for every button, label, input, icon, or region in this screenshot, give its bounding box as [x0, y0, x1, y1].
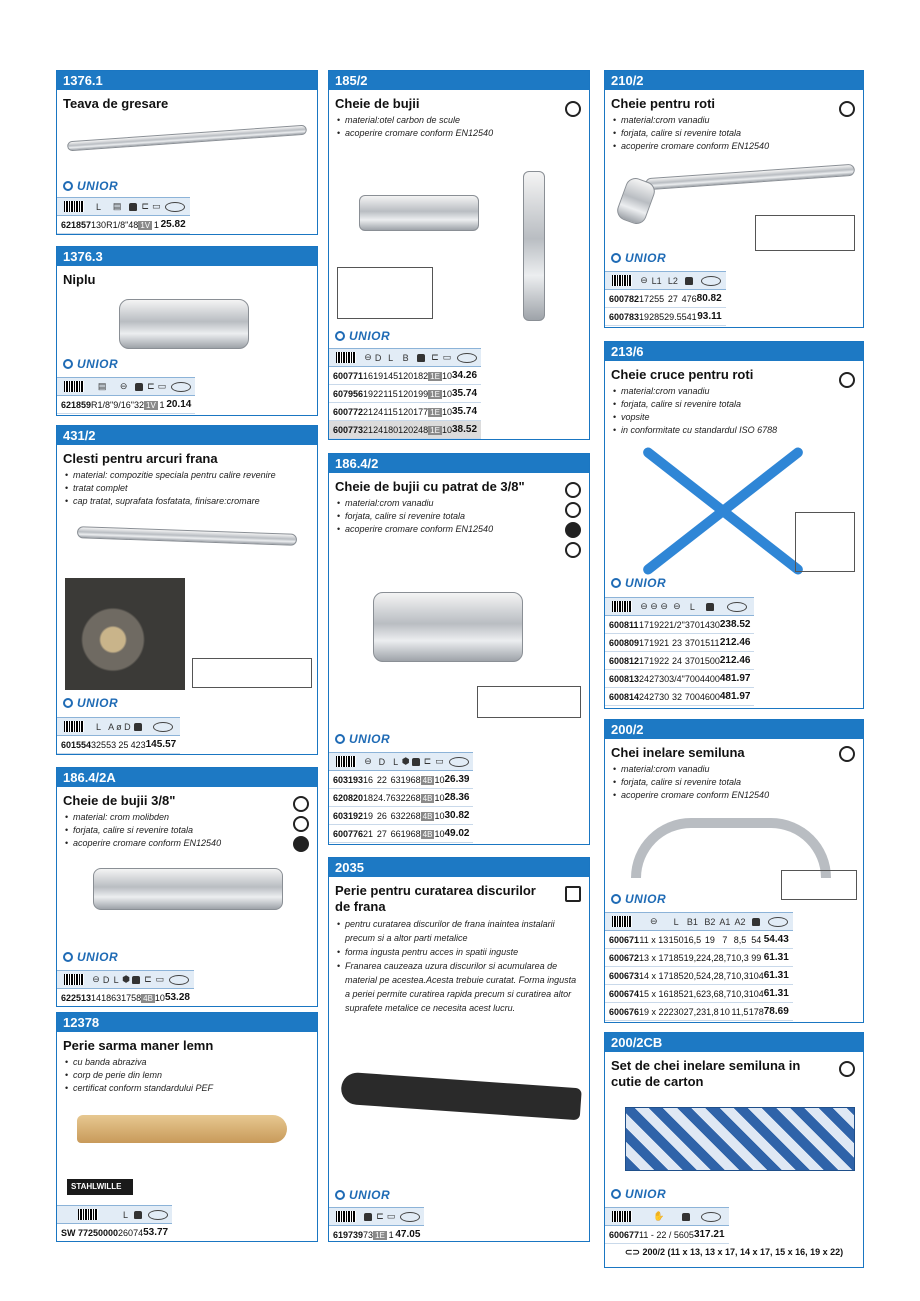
weight-icon — [135, 383, 143, 391]
twelve-point-icon — [839, 101, 855, 117]
table-row: SW 77250000 260 74 53.77 — [57, 1224, 172, 1242]
product-table: ⊖ D L B ⊏ ▭ 600771 16 19 145 120 182 1E 10 34.26 607956 19 22 115 120 199 1E 10 35.74 600772 21 24 115 120 177 1E 10 35.74 600773 21 24 180 120 248 1E 10 38.52 — [329, 348, 481, 439]
product-code: 1376.1 — [57, 71, 317, 90]
price-icon — [400, 1212, 420, 1222]
spark-plug-socket-image — [93, 868, 283, 910]
card-12378 — [56, 1012, 318, 1242]
hexagon-icon — [565, 522, 581, 538]
twelve-point-icon — [839, 372, 855, 388]
product-code: 1376.3 — [57, 247, 317, 266]
product-title: Cheie pentru roti — [611, 96, 716, 111]
brake-spring-pliers-image — [77, 526, 297, 546]
weight-icon — [129, 203, 137, 211]
product-code: 213/6 — [605, 342, 863, 361]
hexagon-icon — [293, 836, 309, 852]
card-1376-1 — [56, 70, 318, 235]
feature-list: • pentru curatarea discurilor de frana inaintea instalarii precum si a altor parti metalice • forma ingusta pentru acces in spatii inguste • Franarea cauzeaza uzura discurilor si acumularea de material pe acestea.Acesta trebuie curatat. Forma ingusta a periei permite curatirea rapida precum si curatirea altor suprafete metalice ce necesita acest lucru. — [329, 917, 589, 1015]
dimension-diagram — [337, 267, 433, 319]
feature-list: • cu banda abraziva • corp de perie din lemn • certificat conform standardului PEF — [57, 1056, 317, 1095]
table-row: 600783 19 285 29.5 541 93.11 — [605, 308, 726, 326]
dimension-diagram — [795, 512, 855, 572]
price-icon — [727, 602, 747, 612]
stahlwille-logo: STAHLWILLE — [67, 1179, 133, 1195]
spark-plug-wrench-body — [359, 195, 479, 231]
price-icon — [449, 757, 469, 767]
product-code: 431/2 — [57, 426, 317, 445]
product-table: ⊏ ▭ 619739 73 1E 1 47.05 — [329, 1207, 424, 1242]
dimension-diagram — [192, 658, 312, 688]
weight-icon — [134, 723, 142, 731]
price-icon — [148, 1210, 168, 1220]
product-code: 200/2 — [605, 720, 863, 739]
card-213-6 — [604, 341, 864, 709]
card-210-2 — [604, 70, 864, 328]
spark-plug-wrench-handle — [523, 171, 545, 321]
wheel-wrench-image — [645, 164, 855, 191]
barcode-icon — [612, 601, 632, 612]
unior-logo: UNIOR — [611, 576, 666, 590]
nipple-image — [119, 299, 249, 349]
product-table: L A ø D 601554 325 53 25 423 145.57 — [57, 717, 180, 754]
wrench-set-box-image — [625, 1107, 855, 1171]
twelve-point-icon — [293, 816, 309, 832]
table-row: 601554 325 53 25 423 145.57 — [57, 736, 180, 754]
product-title: Cheie cruce pentru roti — [611, 367, 754, 382]
drive-3-8-icon — [565, 482, 581, 498]
card-186-4-2 — [328, 453, 590, 845]
brake-disc-brush-image — [340, 1072, 582, 1121]
product-code: 2035 — [329, 858, 589, 877]
barcode-icon — [64, 201, 84, 212]
price-icon — [169, 975, 189, 985]
table-row: 600782 17 255 27 476 80.82 — [605, 290, 726, 308]
weight-icon — [134, 1211, 142, 1219]
brake-photo — [65, 578, 185, 690]
product-code: 200/2CB — [605, 1033, 863, 1052]
table-row: 621857 130 R1/8" 48 1V 1 25.82 — [57, 216, 190, 234]
feature-list: • material:crom vanadiu • forjata, calire si revenire totala • acoperire cromare conform EN12540 — [605, 114, 863, 153]
twelve-point-icon — [839, 1061, 855, 1077]
table-row: 603192 19 26 63 22 68 4B 10 30.82 — [329, 807, 473, 825]
barcode-icon — [612, 275, 632, 286]
barcode-icon — [64, 974, 84, 985]
product-title: Cheie de bujii cu patrat de 3/8" — [335, 479, 525, 494]
product-code: 12378 — [57, 1013, 317, 1032]
unior-logo: UNIOR — [335, 732, 390, 746]
price-icon — [165, 202, 185, 212]
feature-list: • material:crom vanadiu • forjata, calire si revenire totala • acoperire cromare conform EN12540 — [605, 763, 863, 802]
set-contents-note: ⊂⊃ 200/2 (11 x 13, 13 x 17, 14 x 17, 15 x 16, 19 x 22) — [624, 1247, 844, 1257]
price-icon — [701, 276, 721, 286]
unior-logo: UNIOR — [611, 251, 666, 265]
product-title: Niplu — [63, 272, 96, 287]
weight-icon — [412, 758, 420, 766]
unior-logo: UNIOR — [63, 950, 118, 964]
table-row: 603193 16 22 63 19 68 4B 10 26.39 — [329, 771, 473, 789]
product-title: Perie sarma maner lemn — [63, 1038, 214, 1053]
grease-tube-image — [67, 125, 307, 152]
table-row: 621859 R1/8" 9/16" 32 1V 1 20.14 — [57, 396, 195, 414]
feature-list: • material: crom molibden • forjata, calire si revenire totala • acoperire cromare conform EN12540 — [57, 811, 317, 850]
table-row: 600771 16 19 145 120 182 1E 10 34.26 — [329, 367, 481, 385]
product-title: Set de chei inelare semiluna in cutie de carton — [611, 1058, 801, 1089]
weight-icon — [364, 1213, 372, 1221]
card-200-2cb — [604, 1032, 864, 1268]
product-title: Cheie de bujii 3/8" — [63, 793, 176, 808]
product-title: Cheie de bujii — [335, 96, 420, 111]
barcode-icon — [64, 381, 84, 392]
barcode-icon — [336, 352, 356, 363]
card-1376-3 — [56, 246, 318, 416]
product-title: Clesti pentru arcuri frana — [63, 451, 218, 466]
feature-list: • material: compozitie speciala pentru calire revenire • tratat complet • cap tratat, suprafata fosfatata, finisare:cromare — [57, 469, 317, 508]
table-row: 600671 11 x 13 150 16,5 19 7 8,5 54 54.43 — [605, 931, 793, 949]
table-row: 600676 19 x 22 230 27,2 31,8 10 11,5 178 78.69 — [605, 1003, 793, 1021]
table-row: 600677 11 - 22 / 5 605 317.21 — [605, 1226, 729, 1244]
barcode-icon — [64, 721, 84, 732]
product-table: ⊖ D L ⬢ ⊏ ▭ 603193 16 22 63 19 68 4B 10 26.39 620820 18 24.7 63 22 68 4B 10 28.36 603192 19 26 63 22 68 4B 10 30.82 600776 21 27 66 19 68 4B 10 49.02 — [329, 752, 473, 843]
table-row: 600809 17 19 21 23 370 1511 212.46 — [605, 634, 754, 652]
table-row: 600673 14 x 17 185 20,5 24,2 8,7 10,3 104 61.31 — [605, 967, 793, 985]
unior-logo: UNIOR — [611, 1187, 666, 1201]
card-200-2 — [604, 719, 864, 1023]
table-row: 600674 15 x 16 185 21,6 23,6 8,7 10,3 104 61.31 — [605, 985, 793, 1003]
table-row: 600814 24 27 30 32 700 4600 481.97 — [605, 688, 754, 706]
wire-brush-image — [77, 1115, 287, 1143]
product-table: ⊖ D L ⬢ ⊏ ▭ 622513 14 18 63 17 58 4B 10 53.28 — [57, 970, 194, 1007]
price-icon — [768, 917, 788, 927]
card-431-2 — [56, 425, 318, 755]
feature-list: • material:crom vanadiu • forjata, calire si revenire totala • vopsite • in conformitate cu standardul ISO 6788 — [605, 385, 863, 437]
product-table: ▤ ⊖ ⊏ ▭ 621859 R1/8" 9/16" 32 1V 1 20.14 — [57, 377, 195, 414]
product-code: 210/2 — [605, 71, 863, 90]
card-2035 — [328, 857, 590, 1242]
product-code: 186.4/2 — [329, 454, 589, 473]
feature-list: • material:crom vanadiu • forjata, calire si revenire totala • acoperire cromare conform EN12540 — [329, 497, 589, 536]
product-table: ⊖ L B1 B2 A1 A2 600671 11 x 13 150 16,5 19 7 8,5 54 54.43 600672 13 x 17 185 19,2 24,2 8,7 10,3 99 61.31 600673 14 x 17 185 20,5 24,2 8,7 10,3 104 61.31 600674 15 x 16 185 21,6 23,6 8,7 10,3 104 61.31 600676 19 x 22 230 27,2 31,8 10 11,5 178 78.69 — [605, 912, 793, 1021]
barcode-icon — [612, 916, 632, 927]
product-table: ⊖ L1 L2 600782 17 255 27 476 80.82 600783 19 285 29.5 541 93.11 — [605, 271, 726, 326]
product-table: ✋ 600677 11 - 22 / 5 605 317.21 — [605, 1207, 729, 1244]
table-row: 607956 19 22 115 120 199 1E 10 35.74 — [329, 385, 481, 403]
table-row: 600772 21 24 115 120 177 1E 10 35.74 — [329, 403, 481, 421]
weight-icon — [706, 603, 714, 611]
weight-icon — [685, 277, 693, 285]
dimension-diagram — [477, 686, 581, 718]
product-title: Chei inelare semiluna — [611, 745, 745, 760]
price-icon — [153, 722, 173, 732]
barcode-icon — [78, 1209, 98, 1220]
magnet-icon — [565, 542, 581, 558]
hex-symbol-icon — [293, 796, 309, 812]
unior-logo: UNIOR — [335, 329, 390, 343]
dimension-diagram — [755, 215, 855, 251]
half-moon-wrench-image — [631, 818, 831, 878]
weight-icon — [417, 354, 425, 362]
weight-icon — [682, 1213, 690, 1221]
table-row: 622513 14 18 63 17 58 4B 10 53.28 — [57, 989, 194, 1007]
twelve-point-icon — [839, 746, 855, 762]
video-icon — [565, 886, 581, 902]
barcode-icon — [612, 1211, 632, 1222]
dimension-diagram — [781, 870, 857, 900]
table-row: 600776 21 27 66 19 68 4B 10 49.02 — [329, 825, 473, 843]
card-185-2 — [328, 70, 590, 440]
table-row: 620820 18 24.7 63 22 68 4B 10 28.36 — [329, 789, 473, 807]
twelve-point-icon — [565, 502, 581, 518]
spark-plug-socket-image — [373, 592, 523, 662]
price-icon — [457, 353, 477, 363]
table-row: 600672 13 x 17 185 19,2 24,2 8,7 10,3 99 61.31 — [605, 949, 793, 967]
product-table: ⊖ ⊖ ⊖ ⊖ L 600811 17 19 22 1/2" 370 1430 238.52 600809 17 19 21 23 370 1511 212.46 600812 17 19 22 24 370 1500 212.46 600813 24 27 30 3/4" 700 4400 481.97 600814 24 27 30 32 700 4600 481.97 — [605, 597, 754, 706]
wrench-icon: ⊂⊃ — [624, 1247, 643, 1257]
product-title: Perie pentru curatarea discurilor de frana — [335, 883, 536, 914]
feature-list: • material:otel carbon de scule • acoperire cromare conform EN12540 — [329, 114, 589, 140]
table-row: 600811 17 19 22 1/2" 370 1430 238.52 — [605, 616, 754, 634]
unior-logo: UNIOR — [63, 696, 118, 710]
unior-logo: UNIOR — [335, 1188, 390, 1202]
barcode-icon — [336, 756, 356, 767]
wheel-wrench-end — [614, 175, 657, 227]
weight-icon — [132, 976, 140, 984]
weight-icon — [752, 918, 760, 926]
product-code: 186.4/2A — [57, 768, 317, 787]
unior-logo: UNIOR — [611, 892, 666, 906]
table-row: 600812 17 19 22 24 370 1500 212.46 — [605, 652, 754, 670]
unior-logo: UNIOR — [63, 179, 118, 193]
product-title: Teava de gresare — [63, 96, 169, 111]
table-row: 600813 24 27 30 3/4" 700 4400 481.97 — [605, 670, 754, 688]
price-icon — [171, 382, 191, 392]
unior-logo: UNIOR — [63, 357, 118, 371]
table-row: 600773 21 24 180 120 248 1E 10 38.52 — [329, 421, 481, 439]
twelve-point-icon — [565, 101, 581, 117]
price-icon — [701, 1212, 721, 1222]
card-186-4-2a — [56, 767, 318, 1007]
barcode-icon — [336, 1211, 356, 1222]
product-table: L ▤ ⊏ ▭ 621857 130 R1/8" 48 1V 1 25.82 — [57, 197, 190, 234]
product-code: 185/2 — [329, 71, 589, 90]
table-row: 619739 73 1E 1 47.05 — [329, 1226, 424, 1243]
product-table: L SW 77250000 260 74 53.77 — [57, 1205, 172, 1242]
